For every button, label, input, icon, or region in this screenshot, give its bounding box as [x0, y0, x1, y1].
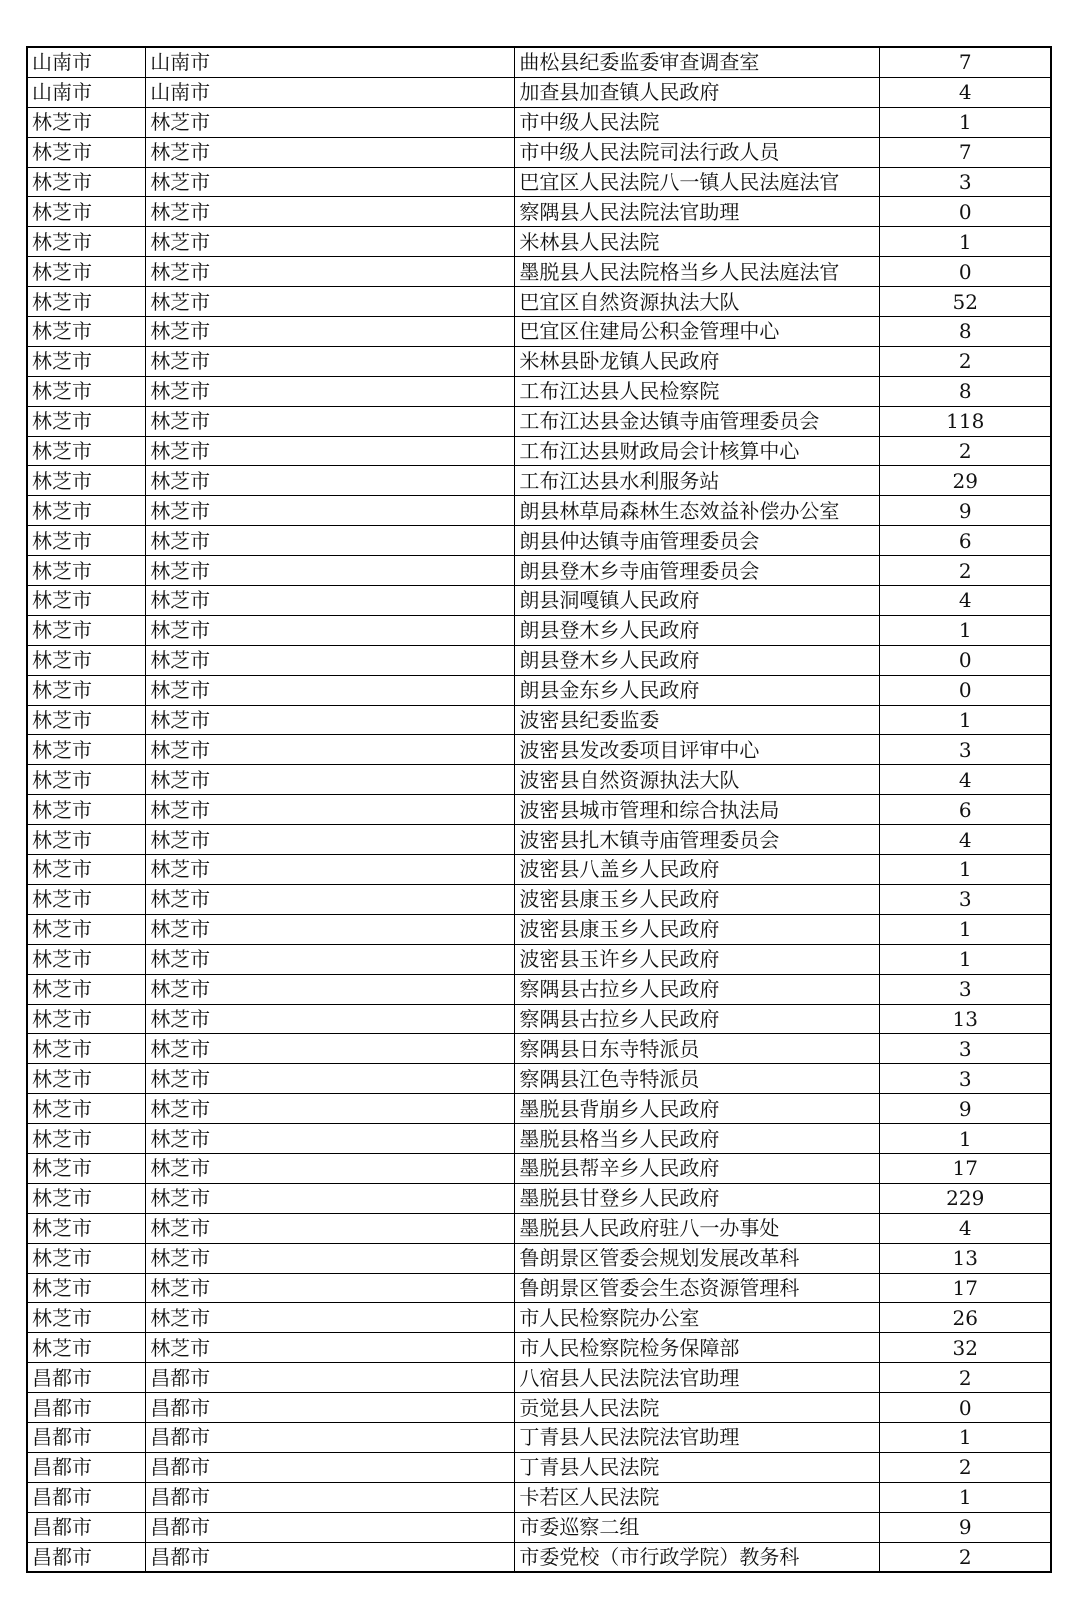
table-row: [27, 884, 1051, 914]
table-row: [27, 974, 1051, 1004]
table-row: [27, 675, 1051, 705]
table-row: [27, 944, 1051, 974]
table-row: [27, 1004, 1051, 1034]
city-cell: 林芝市: [27, 1273, 146, 1303]
count-cell: 3: [880, 1064, 1051, 1094]
department-cell: 朗县金东乡人民政府: [515, 675, 880, 705]
count-cell: 0: [880, 257, 1051, 287]
city-sub-cell: 林芝市: [146, 855, 515, 885]
city-sub-cell: 林芝市: [146, 914, 515, 944]
department-cell: 波密县扎木镇寺庙管理委员会: [515, 825, 880, 855]
department-cell: 工布江达县水利服务站: [515, 466, 880, 496]
city-sub-cell: 林芝市: [146, 1064, 515, 1094]
department-cell: 察隅县古拉乡人民政府: [515, 974, 880, 1004]
department-cell: 卡若区人民法院: [515, 1482, 880, 1512]
department-cell: 巴宜区自然资源执法大队: [515, 287, 880, 317]
table-row: [27, 257, 1051, 287]
city-cell: 林芝市: [27, 167, 146, 197]
department-cell: 工布江达县人民检察院: [515, 376, 880, 406]
city-sub-cell: 林芝市: [146, 675, 515, 705]
city-cell: 林芝市: [27, 137, 146, 167]
city-sub-cell: 林芝市: [146, 376, 515, 406]
department-cell: 墨脱县人民政府驻八一办事处: [515, 1213, 880, 1243]
city-sub-cell: 林芝市: [146, 615, 515, 645]
city-sub-cell: 林芝市: [146, 317, 515, 347]
count-cell: 2: [880, 556, 1051, 586]
department-cell: 市人民检察院检务保障部: [515, 1333, 880, 1363]
city-sub-cell: 林芝市: [146, 287, 515, 317]
department-cell: 市人民检察院办公室: [515, 1303, 880, 1333]
table-row: [27, 466, 1051, 496]
department-cell: 察隅县江色寺特派员: [515, 1064, 880, 1094]
department-cell: 市委巡察二组: [515, 1512, 880, 1542]
department-cell: 工布江达县金达镇寺庙管理委员会: [515, 406, 880, 436]
city-cell: 林芝市: [27, 197, 146, 227]
city-sub-cell: 山南市: [146, 47, 515, 77]
city-sub-cell: 林芝市: [146, 167, 515, 197]
table-row: [27, 1094, 1051, 1124]
department-cell: 察隅县日东寺特派员: [515, 1034, 880, 1064]
count-cell: 1: [880, 227, 1051, 257]
count-cell: 1: [880, 705, 1051, 735]
data-table: [26, 46, 1052, 1573]
city-sub-cell: 林芝市: [146, 406, 515, 436]
department-cell: 米林县人民法院: [515, 227, 880, 257]
department-cell: 朗县登木乡人民政府: [515, 615, 880, 645]
city-cell: 林芝市: [27, 466, 146, 496]
city-cell: 林芝市: [27, 1004, 146, 1034]
city-sub-cell: 林芝市: [146, 466, 515, 496]
count-cell: 4: [880, 77, 1051, 107]
city-sub-cell: 林芝市: [146, 1213, 515, 1243]
department-cell: 米林县卧龙镇人民政府: [515, 346, 880, 376]
city-sub-cell: 林芝市: [146, 705, 515, 735]
city-cell: 林芝市: [27, 1303, 146, 1333]
city-sub-cell: 林芝市: [146, 526, 515, 556]
city-cell: 昌都市: [27, 1363, 146, 1393]
table-row: [27, 615, 1051, 645]
count-cell: 0: [880, 645, 1051, 675]
count-cell: 3: [880, 974, 1051, 1004]
count-cell: 229: [880, 1183, 1051, 1213]
table-row: [27, 1034, 1051, 1064]
city-cell: 林芝市: [27, 1094, 146, 1124]
table-row: [27, 825, 1051, 855]
department-cell: 丁青县人民法院法官助理: [515, 1422, 880, 1452]
department-cell: 墨脱县人民法院格当乡人民法庭法官: [515, 257, 880, 287]
count-cell: 6: [880, 526, 1051, 556]
city-sub-cell: 林芝市: [146, 257, 515, 287]
table-row: [27, 855, 1051, 885]
city-cell: 林芝市: [27, 346, 146, 376]
city-cell: 林芝市: [27, 645, 146, 675]
count-cell: 32: [880, 1333, 1051, 1363]
city-sub-cell: 昌都市: [146, 1393, 515, 1423]
table-row: [27, 1124, 1051, 1154]
table-row: [27, 1512, 1051, 1542]
table-row: [27, 1452, 1051, 1482]
city-sub-cell: 林芝市: [146, 1094, 515, 1124]
city-sub-cell: 林芝市: [146, 1333, 515, 1363]
count-cell: 7: [880, 47, 1051, 77]
city-sub-cell: 林芝市: [146, 944, 515, 974]
table-row: [27, 197, 1051, 227]
city-cell: 林芝市: [27, 1153, 146, 1183]
table-row: [27, 376, 1051, 406]
city-cell: 林芝市: [27, 765, 146, 795]
city-sub-cell: 林芝市: [146, 1034, 515, 1064]
city-cell: 林芝市: [27, 107, 146, 137]
department-cell: 波密县八盖乡人民政府: [515, 855, 880, 885]
department-cell: 波密县发改委项目评审中心: [515, 735, 880, 765]
city-cell: 林芝市: [27, 436, 146, 466]
count-cell: 1: [880, 1422, 1051, 1452]
table-row: [27, 1153, 1051, 1183]
department-cell: 察隅县古拉乡人民政府: [515, 1004, 880, 1034]
city-sub-cell: 昌都市: [146, 1422, 515, 1452]
table-row: [27, 1243, 1051, 1273]
count-cell: 4: [880, 825, 1051, 855]
table-row: [27, 735, 1051, 765]
department-cell: 曲松县纪委监委审查调查室: [515, 47, 880, 77]
city-sub-cell: 林芝市: [146, 1303, 515, 1333]
department-cell: 察隅县人民法院法官助理: [515, 197, 880, 227]
count-cell: 1: [880, 615, 1051, 645]
count-cell: 0: [880, 1393, 1051, 1423]
table-row: [27, 496, 1051, 526]
city-cell: 林芝市: [27, 855, 146, 885]
department-cell: 巴宜区住建局公积金管理中心: [515, 317, 880, 347]
city-cell: 林芝市: [27, 1333, 146, 1363]
city-cell: 林芝市: [27, 1124, 146, 1154]
department-cell: 市中级人民法院司法行政人员: [515, 137, 880, 167]
table-row: [27, 765, 1051, 795]
table-row: [27, 137, 1051, 167]
table-row: [27, 914, 1051, 944]
city-sub-cell: 林芝市: [146, 1183, 515, 1213]
city-cell: 林芝市: [27, 1243, 146, 1273]
count-cell: 3: [880, 884, 1051, 914]
table-row: [27, 705, 1051, 735]
department-cell: 鲁朗景区管委会生态资源管理科: [515, 1273, 880, 1303]
city-cell: 林芝市: [27, 1064, 146, 1094]
count-cell: 2: [880, 436, 1051, 466]
city-cell: 林芝市: [27, 735, 146, 765]
city-cell: 昌都市: [27, 1393, 146, 1423]
table-row: [27, 1482, 1051, 1512]
city-sub-cell: 林芝市: [146, 1124, 515, 1154]
city-cell: 昌都市: [27, 1482, 146, 1512]
city-cell: 林芝市: [27, 1034, 146, 1064]
table-row: [27, 287, 1051, 317]
city-sub-cell: 林芝市: [146, 1153, 515, 1183]
city-sub-cell: 林芝市: [146, 197, 515, 227]
city-cell: 林芝市: [27, 406, 146, 436]
table-row: [27, 436, 1051, 466]
count-cell: 0: [880, 675, 1051, 705]
department-cell: 贡觉县人民法院: [515, 1393, 880, 1423]
count-cell: 2: [880, 1542, 1051, 1572]
city-sub-cell: 林芝市: [146, 586, 515, 616]
count-cell: 4: [880, 1213, 1051, 1243]
table-row: [27, 1542, 1051, 1572]
department-cell: 市委党校（市行政学院）教务科: [515, 1542, 880, 1572]
city-sub-cell: 林芝市: [146, 137, 515, 167]
city-cell: 昌都市: [27, 1542, 146, 1572]
count-cell: 26: [880, 1303, 1051, 1333]
count-cell: 1: [880, 1482, 1051, 1512]
count-cell: 3: [880, 735, 1051, 765]
city-cell: 林芝市: [27, 556, 146, 586]
table-row: [27, 526, 1051, 556]
count-cell: 9: [880, 496, 1051, 526]
count-cell: 13: [880, 1004, 1051, 1034]
count-cell: 4: [880, 765, 1051, 795]
city-cell: 昌都市: [27, 1512, 146, 1542]
city-sub-cell: 林芝市: [146, 884, 515, 914]
department-cell: 八宿县人民法院法官助理: [515, 1363, 880, 1393]
city-sub-cell: 林芝市: [146, 1273, 515, 1303]
count-cell: 2: [880, 1452, 1051, 1482]
count-cell: 52: [880, 287, 1051, 317]
city-cell: 林芝市: [27, 1183, 146, 1213]
city-cell: 林芝市: [27, 705, 146, 735]
department-cell: 朗县林草局森林生态效益补偿办公室: [515, 496, 880, 526]
department-cell: 墨脱县甘登乡人民政府: [515, 1183, 880, 1213]
city-sub-cell: 林芝市: [146, 496, 515, 526]
city-sub-cell: 林芝市: [146, 346, 515, 376]
city-sub-cell: 林芝市: [146, 1004, 515, 1034]
city-sub-cell: 林芝市: [146, 825, 515, 855]
city-cell: 林芝市: [27, 526, 146, 556]
city-sub-cell: 林芝市: [146, 436, 515, 466]
table-row: [27, 1064, 1051, 1094]
count-cell: 1: [880, 855, 1051, 885]
count-cell: 2: [880, 346, 1051, 376]
city-sub-cell: 山南市: [146, 77, 515, 107]
city-cell: 山南市: [27, 47, 146, 77]
table-row: [27, 227, 1051, 257]
table-row: [27, 1303, 1051, 1333]
count-cell: 29: [880, 466, 1051, 496]
department-cell: 朗县登木乡寺庙管理委员会: [515, 556, 880, 586]
count-cell: 2: [880, 1363, 1051, 1393]
table-row: [27, 317, 1051, 347]
department-cell: 加查县加查镇人民政府: [515, 77, 880, 107]
table-row: [27, 1183, 1051, 1213]
city-sub-cell: 林芝市: [146, 795, 515, 825]
count-cell: 8: [880, 317, 1051, 347]
city-cell: 林芝市: [27, 376, 146, 406]
city-cell: 林芝市: [27, 974, 146, 1004]
city-sub-cell: 林芝市: [146, 227, 515, 257]
department-cell: 波密县康玉乡人民政府: [515, 884, 880, 914]
city-sub-cell: 昌都市: [146, 1452, 515, 1482]
table-row: [27, 346, 1051, 376]
city-sub-cell: 昌都市: [146, 1542, 515, 1572]
table-row: [27, 107, 1051, 137]
city-cell: 昌都市: [27, 1452, 146, 1482]
count-cell: 1: [880, 1124, 1051, 1154]
table-row: [27, 1333, 1051, 1363]
count-cell: 1: [880, 944, 1051, 974]
department-cell: 丁青县人民法院: [515, 1452, 880, 1482]
city-cell: 林芝市: [27, 1213, 146, 1243]
department-cell: 墨脱县背崩乡人民政府: [515, 1094, 880, 1124]
city-cell: 林芝市: [27, 257, 146, 287]
table-body: [27, 47, 1051, 1572]
city-sub-cell: 林芝市: [146, 556, 515, 586]
table-row: [27, 586, 1051, 616]
city-cell: 林芝市: [27, 317, 146, 347]
count-cell: 3: [880, 1034, 1051, 1064]
count-cell: 6: [880, 795, 1051, 825]
count-cell: 1: [880, 914, 1051, 944]
table-row: [27, 795, 1051, 825]
department-cell: 鲁朗景区管委会规划发展改革科: [515, 1243, 880, 1273]
table-row: [27, 77, 1051, 107]
count-cell: 9: [880, 1512, 1051, 1542]
department-cell: 波密县玉许乡人民政府: [515, 944, 880, 974]
table-row: [27, 1213, 1051, 1243]
count-cell: 8: [880, 376, 1051, 406]
city-sub-cell: 林芝市: [146, 765, 515, 795]
department-cell: 墨脱县帮辛乡人民政府: [515, 1153, 880, 1183]
department-cell: 工布江达县财政局会计核算中心: [515, 436, 880, 466]
city-sub-cell: 林芝市: [146, 645, 515, 675]
city-cell: 林芝市: [27, 944, 146, 974]
city-cell: 昌都市: [27, 1422, 146, 1452]
table-row: [27, 167, 1051, 197]
table-row: [27, 1273, 1051, 1303]
city-cell: 林芝市: [27, 615, 146, 645]
city-cell: 林芝市: [27, 884, 146, 914]
city-cell: 林芝市: [27, 287, 146, 317]
count-cell: 3: [880, 167, 1051, 197]
count-cell: 17: [880, 1273, 1051, 1303]
count-cell: 13: [880, 1243, 1051, 1273]
count-cell: 1: [880, 107, 1051, 137]
city-cell: 林芝市: [27, 914, 146, 944]
department-cell: 巴宜区人民法院八一镇人民法庭法官: [515, 167, 880, 197]
city-cell: 林芝市: [27, 795, 146, 825]
table-row: [27, 1422, 1051, 1452]
city-cell: 林芝市: [27, 825, 146, 855]
department-cell: 朗县洞嘎镇人民政府: [515, 586, 880, 616]
table-row: [27, 1363, 1051, 1393]
count-cell: 17: [880, 1153, 1051, 1183]
city-sub-cell: 昌都市: [146, 1482, 515, 1512]
department-cell: 波密县自然资源执法大队: [515, 765, 880, 795]
table-row: [27, 645, 1051, 675]
department-cell: 波密县康玉乡人民政府: [515, 914, 880, 944]
city-cell: 林芝市: [27, 586, 146, 616]
city-cell: 山南市: [27, 77, 146, 107]
city-sub-cell: 林芝市: [146, 1243, 515, 1273]
table-row: [27, 406, 1051, 436]
count-cell: 0: [880, 197, 1051, 227]
city-sub-cell: 昌都市: [146, 1363, 515, 1393]
city-cell: 林芝市: [27, 227, 146, 257]
table-row: [27, 556, 1051, 586]
department-cell: 朗县仲达镇寺庙管理委员会: [515, 526, 880, 556]
department-cell: 波密县纪委监委: [515, 705, 880, 735]
department-cell: 墨脱县格当乡人民政府: [515, 1124, 880, 1154]
count-cell: 7: [880, 137, 1051, 167]
department-cell: 市中级人民法院: [515, 107, 880, 137]
department-cell: 波密县城市管理和综合执法局: [515, 795, 880, 825]
count-cell: 4: [880, 586, 1051, 616]
city-cell: 林芝市: [27, 496, 146, 526]
city-sub-cell: 林芝市: [146, 735, 515, 765]
table-row: [27, 47, 1051, 77]
department-cell: 朗县登木乡人民政府: [515, 645, 880, 675]
table-row: [27, 1393, 1051, 1423]
city-sub-cell: 林芝市: [146, 107, 515, 137]
city-sub-cell: 昌都市: [146, 1512, 515, 1542]
count-cell: 118: [880, 406, 1051, 436]
city-cell: 林芝市: [27, 675, 146, 705]
city-sub-cell: 林芝市: [146, 974, 515, 1004]
count-cell: 9: [880, 1094, 1051, 1124]
